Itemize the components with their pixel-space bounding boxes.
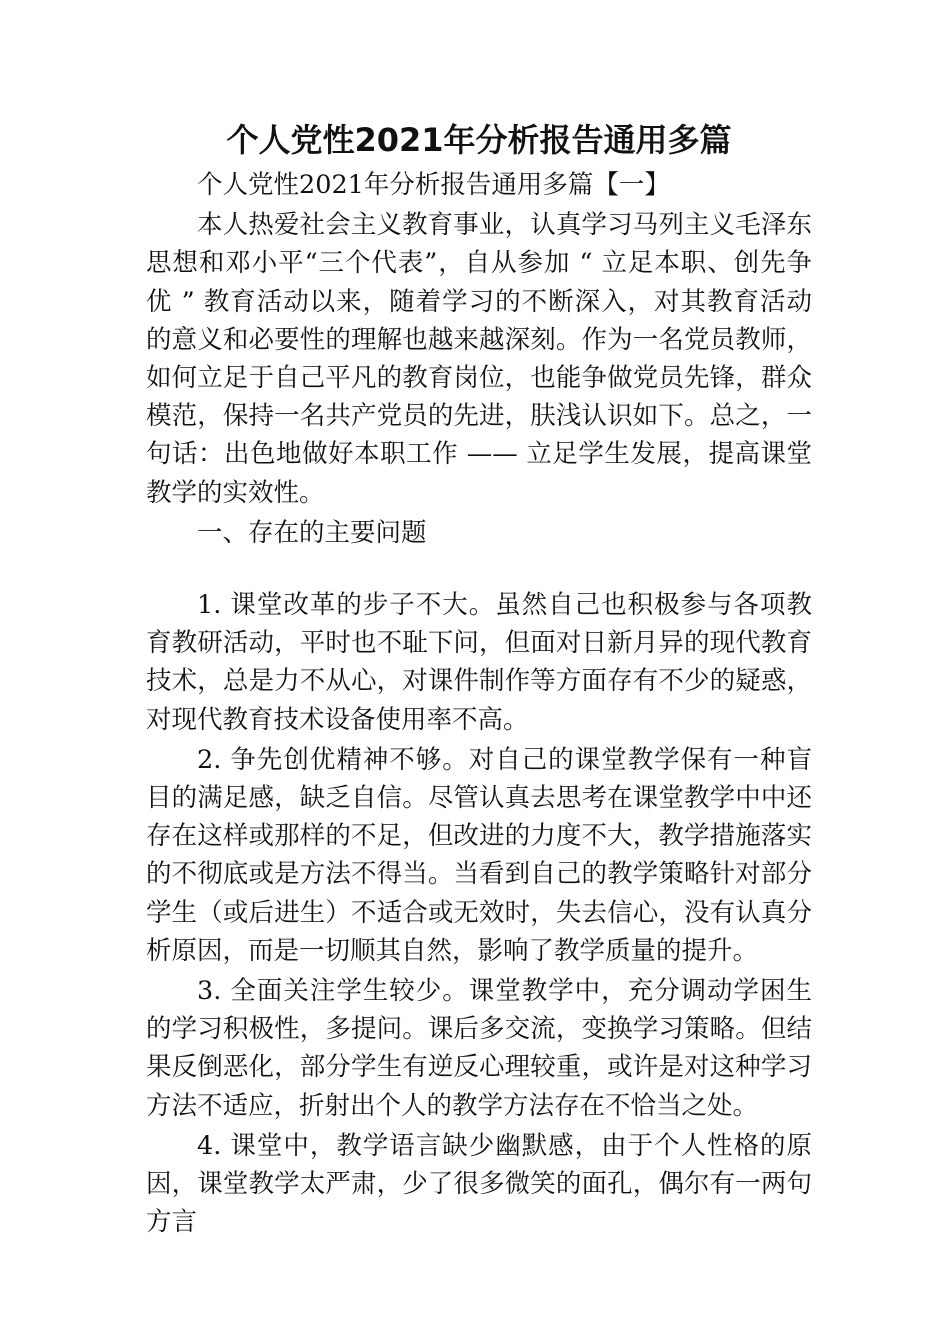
document-title: 个人党性2021年分析报告通用多篇 <box>226 121 732 159</box>
document-subtitle: 个人党性2021年分析报告通用多篇【一】 <box>197 170 670 200</box>
list-item: 3. 全面关注学生较少。课堂教学中，充分调动学困生的学习积极性，多提问。课后多交流，变换学习策略。但结果反倒恶化，部分学生有逆反心理较重，或许是对这种学习方法不适应，折射出个人的教学方法存在不恰当之处。 <box>146 976 812 1121</box>
intro-paragraph: 本人热爱社会主义教育事业，认真学习马列主义毛泽东思想和邓小平“三个代表”，自从参加 “ 立足本职、创先争优 ” 教育活动以来，随着学习的不断深入，对其教育活动的意义和必要性的理解也越来越深刻。作为一名党员教师，如何立足于自己平凡的教育岗位，也能争做党员先锋，群众模范，保持一名共产党员的先进，肤浅认识如下。总之，一句话：出色地做好本职工作 —— 立足学生发展，提高课堂教学的实效性。 <box>146 210 812 508</box>
document-body <box>146 116 812 1243</box>
list-item: 1. 课堂改革的步子不大。虽然自己也积极参与各项教育教研活动，平时也不耻下问，但面对日新月异的现代教育技术，总是力不从心，对课件制作等方面存有不少的疑惑，对现代教育技术设备使用率不高。 <box>146 590 812 735</box>
list-item: 2. 争先创优精神不够。对自己的课堂教学保有一种盲目的满足感，缺乏自信。尽管认真去思考在课堂教学中中还存在这样或那样的不足，但改进的力度不大，教学措施落实的不彻底或是方法不得当。当看到自己的教学策略针对部分学生（或后进生）不适合或无效时，失去信心，没有认真分析原因，而是一切顺其自然，影响了教学质量的提升。 <box>146 744 812 966</box>
list-item: 4. 课堂中，教学语言缺少幽默感，由于个人性格的原因，课堂教学太严肃，少了很多微笑的面孔，偶尔有一两句方言 <box>146 1130 812 1238</box>
section-heading: 一、存在的主要问题 <box>197 517 427 548</box>
section-spacer <box>146 554 812 586</box>
